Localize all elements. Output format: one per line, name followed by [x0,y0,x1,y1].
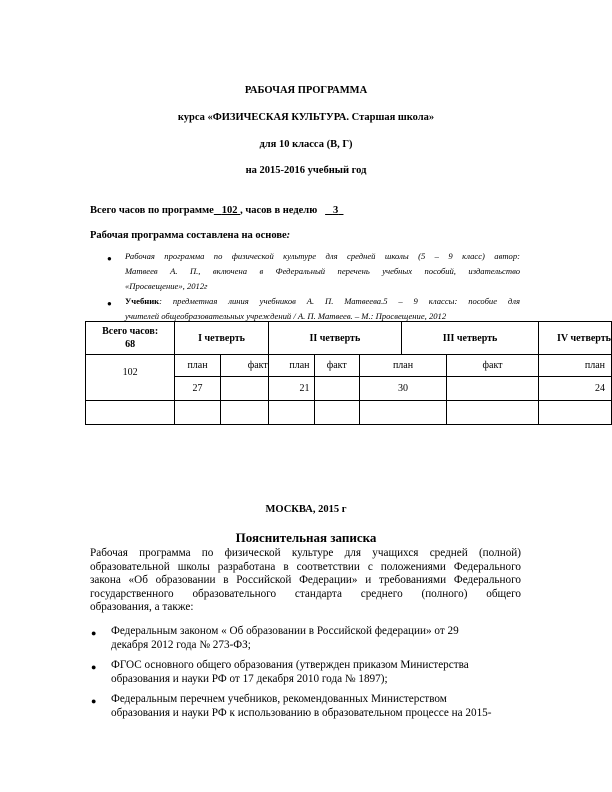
quarter-header: IV четверть [539,322,612,355]
fact-label: факт [220,355,268,377]
fact-label: факт [447,355,539,377]
empty-cell [314,401,359,425]
plan-value: 21 [268,377,314,401]
empty-cell [220,401,268,425]
note-list-item: Федеральным перечнем учебников, рекомендованных Министерством образования и науки РФ к использованию в образовательном процессе на 2015- [111,693,492,719]
basis-item-program: Рабочая программа по физической культуре для средней школы (5 – 9 класс) автор: Матвеев А. П., включена в Федеральный перечень учебных пособий, издательство «Просвещение», 2012г [125,251,520,291]
fact-value [447,377,539,401]
note-intro: Рабочая программа по физической культуре для учащихся средней (полной) образовательной школы разработана в соответствии с положениями Федерального закона «Об образовании в Российской Федерации» и требованиями Федерального государственного образовательного стандарта среднего (полного) общего образования, а также: [90,547,521,613]
bullet-icon: ● [91,696,97,706]
empty-cell [447,401,539,425]
basis-item-textbook: Учебник: предметная линия учебников А. П. Матвеева.5 – 9 классы: пособие для учителей общеобразовательных учреждений / А. П. Матвеев. – М.: Просвещение, 2012 [125,296,520,321]
empty-cell [539,401,612,425]
hours-weekly-value: 3 [332,205,339,216]
plan-label: план [268,355,314,377]
hours-total-value: 102 [221,205,238,216]
basis-heading: Рабочая программа составлена на основе: [90,230,291,241]
note-list-item: ФГОС основного общего образования (утвержден приказом Министерства образования и науки РФ от 17 декабря 2010 года № 1897); [111,659,469,685]
bullet-icon: ● [91,628,97,638]
quarter-header: III четверть [401,322,538,355]
plan-label: план [359,355,446,377]
plan-label: план [175,355,220,377]
plan-value: 27 [175,377,220,401]
fact-value [220,377,268,401]
empty-cell [359,401,446,425]
total-hours-header: Всего часов: 68 [86,322,175,355]
bullet-icon: ● [107,299,112,308]
empty-cell [268,401,314,425]
empty-cell [175,401,220,425]
plan-label: план [539,355,612,377]
note-list-item: Федеральным законом « Об образовании в Российской федерации» от 29 декабря 2012 года № 273-ФЗ; [111,625,459,651]
hours-line [90,205,343,216]
fact-value [314,377,359,401]
city-year: МОСКВА, 2015 г [265,504,347,515]
plan-value: 30 [359,377,446,401]
quarter-header: I четверть [175,322,269,355]
empty-cell [86,401,175,425]
grade-line: для 10 класса (В, Г) [259,139,353,150]
course-name: курса «ФИЗИЧЕСКАЯ КУЛЬТУРА. Старшая школа» [177,112,435,123]
document-title: РАБОЧАЯ ПРОГРАММА [244,85,368,96]
note-title: Пояснительная записка [235,530,377,545]
plan-value: 24 [539,377,612,401]
year-line: на 2015-2016 учебный год [245,165,367,176]
hours-table [85,321,612,425]
bullet-icon: ● [91,662,97,672]
hours-total-label: Всего часов по программе [90,205,214,216]
total-hours-value: 102 [86,355,175,401]
bullet-icon: ● [107,254,112,263]
hours-weekly-label: , часов в неделю [240,205,318,216]
fact-label: факт [314,355,359,377]
quarter-header: II четверть [268,322,401,355]
